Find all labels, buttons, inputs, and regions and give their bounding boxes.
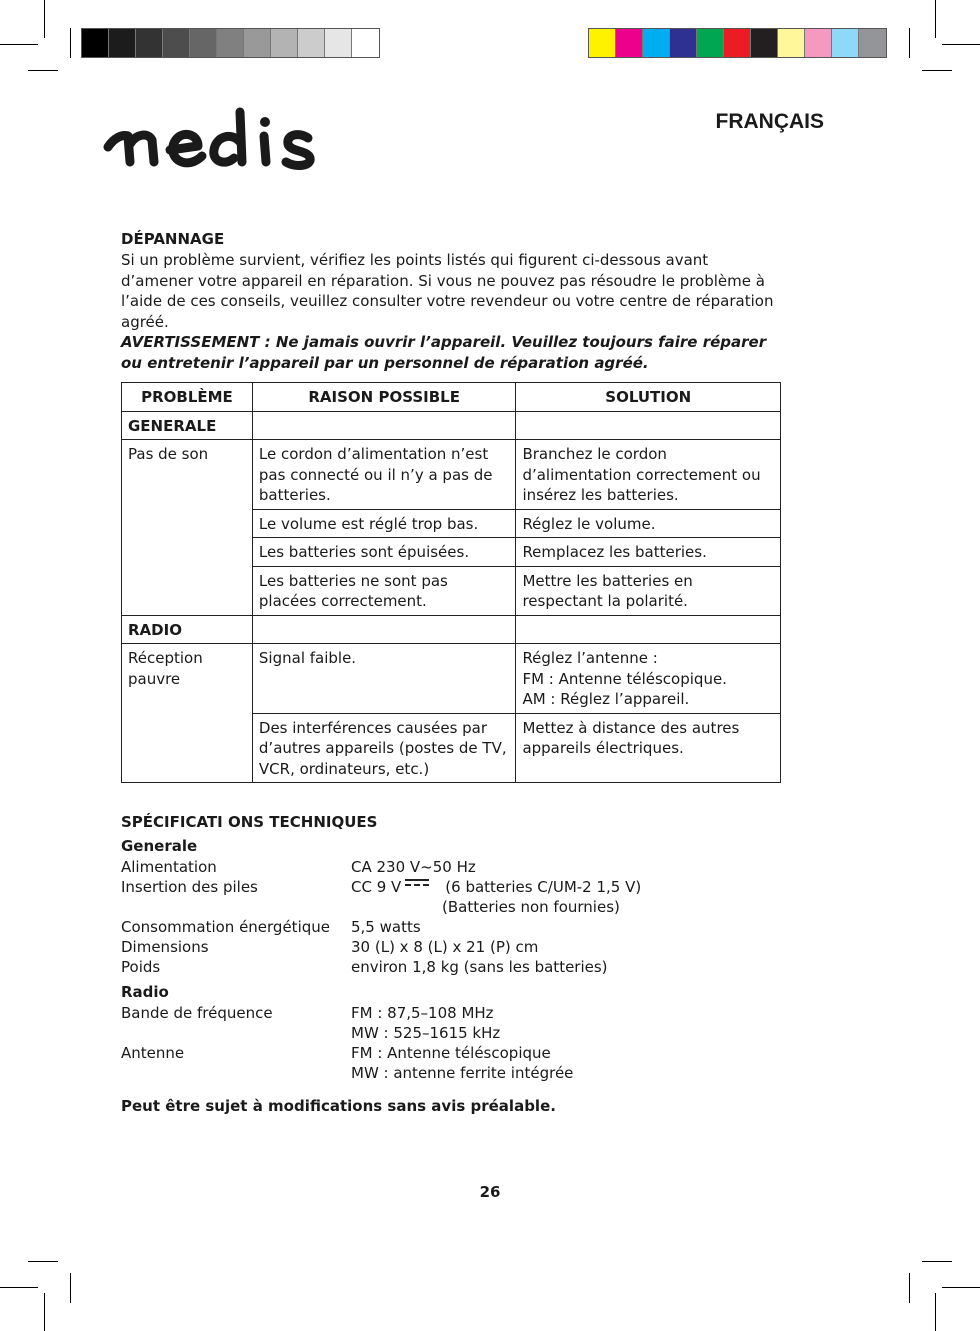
color-swatch (805, 29, 832, 57)
color-calibration-bar (588, 28, 887, 58)
warning-text: AVERTISSEMENT : Ne jamais ouvrir l’appareil. Veuillez toujours faire réparer ou entretenir l’appareil par un personnel de réparation agréé. (121, 333, 767, 372)
battery-note: (6 batteries C/UM-2 1,5 V) (445, 878, 642, 896)
table-cell (252, 411, 516, 440)
page-number: 26 (479, 1183, 501, 1201)
problem-cell: Pas de son (122, 440, 253, 616)
spec-row (121, 917, 781, 937)
crop-mark (28, 70, 58, 71)
crop-mark (922, 70, 952, 71)
spec-value: FM : 87,5–108 MHz (351, 1004, 494, 1022)
color-swatch (163, 29, 190, 57)
color-swatch (190, 29, 217, 57)
solution-line: AM : Réglez l’appareil. (522, 690, 690, 708)
crop-mark (909, 28, 910, 58)
dc-symbol-icon (405, 877, 429, 887)
specs-radio-title: Radio (121, 983, 169, 1001)
spec-row (121, 957, 781, 977)
section-label: GENERALE (122, 411, 253, 440)
spec-value: MW : antenne ferrite intégrée (351, 1064, 574, 1082)
crop-mark (935, 1293, 936, 1331)
color-swatch (832, 29, 859, 57)
color-swatch (670, 29, 697, 57)
section-row (122, 615, 781, 644)
reason-cell: Le volume est réglé trop bas. (252, 509, 516, 538)
spec-value: CC 9 V (351, 878, 402, 896)
solution-cell: Mettre les batteries en respectant la polarité. (516, 566, 781, 615)
color-swatch (589, 29, 616, 57)
reason-cell: Les batteries ne sont pas placées correctement. (252, 566, 516, 615)
grayscale-calibration-bar (81, 28, 380, 58)
specs-general (121, 857, 781, 977)
solution-cell: Mettez à distance des autres appareils électriques. (516, 713, 781, 783)
crop-mark (0, 44, 38, 45)
spec-row (121, 1043, 781, 1083)
troubleshooting-intro: Si un problème survient, vérifiez les points listés qui figurent ci-dessous avant d’amener votre appareil en réparation. Si vous ne pouvez pas résoudre le problème à l’aide de ces conseils, veuillez consulter votre revendeur ou votre centre de réparation agréé. (121, 251, 774, 331)
color-swatch (697, 29, 724, 57)
spec-value: environ 1,8 kg (sans les batteries) (351, 958, 608, 976)
crop-mark (0, 1287, 38, 1288)
spec-value: 5,5 watts (351, 918, 421, 936)
crop-mark (44, 1293, 45, 1331)
table-cell (252, 615, 516, 644)
solution-cell (516, 644, 781, 714)
spec-label: Insertion des piles (121, 878, 258, 896)
crop-mark (942, 1287, 980, 1288)
spec-label: Antenne (121, 1044, 185, 1062)
specs-title: SPÉCIFICATI ONS TECHNIQUES (121, 813, 378, 831)
spec-row (121, 1003, 781, 1043)
spec-value-group (351, 877, 781, 917)
specs-general-title: Generale (121, 837, 198, 855)
crop-mark (922, 1261, 952, 1262)
spec-row (121, 857, 781, 877)
solution-cell: Branchez le cordon d’alimentation correctement ou insérez les batteries. (516, 440, 781, 510)
crop-mark (28, 1261, 58, 1262)
spec-label: Bande de fréquence (121, 1004, 273, 1022)
solution-cell: Réglez le volume. (516, 509, 781, 538)
crop-mark (942, 44, 980, 45)
specs-radio (121, 1003, 781, 1083)
color-swatch (325, 29, 352, 57)
color-swatch (352, 29, 379, 57)
color-swatch (244, 29, 271, 57)
spec-value: CA 230 V~50 Hz (351, 858, 476, 876)
color-swatch (724, 29, 751, 57)
crop-mark (909, 1273, 910, 1303)
reason-cell: Les batteries sont épuisées. (252, 538, 516, 567)
problem-cell: Réception pauvre (122, 644, 253, 783)
spec-label: Dimensions (121, 938, 209, 956)
change-notice: Peut être sujet à modifications sans avis préalable. (121, 1097, 556, 1115)
spec-label: Alimentation (121, 858, 217, 876)
spec-value-group (351, 1043, 781, 1083)
crop-mark (935, 0, 936, 38)
troubleshooting-table (121, 382, 781, 783)
table-cell (516, 411, 781, 440)
color-swatch (136, 29, 163, 57)
solution-line: FM : Antenne téléscopique. (522, 669, 727, 688)
language-label: FRANÇAIS (715, 110, 824, 133)
color-swatch (778, 29, 805, 57)
solution-cell: Remplacez les batteries. (516, 538, 781, 567)
crop-mark (70, 1273, 71, 1303)
table-cell (516, 615, 781, 644)
spec-label: Consommation énergétique (121, 918, 330, 936)
column-header: PROBLÈME (122, 383, 253, 412)
color-swatch (616, 29, 643, 57)
spec-value: 30 (L) x 8 (L) x 21 (P) cm (351, 938, 539, 956)
reason-cell: Des interférences causées par d’autres appareils (postes de TV, VCR, ordinateurs, etc.) (252, 713, 516, 783)
reason-cell: Signal faible. (252, 644, 516, 714)
troubleshooting-title: DÉPANNAGE (121, 230, 225, 248)
color-swatch (217, 29, 244, 57)
spec-value: FM : Antenne téléscopique (351, 1044, 551, 1062)
reason-cell: Le cordon d’alimentation n’est pas connecté ou il n’y a pas de batteries. (252, 440, 516, 510)
table-row (122, 440, 781, 510)
battery-line (351, 877, 781, 897)
section-label: RADIO (122, 615, 253, 644)
color-swatch (298, 29, 325, 57)
color-swatch (751, 29, 778, 57)
color-swatch (82, 29, 109, 57)
column-header: RAISON POSSIBLE (252, 383, 516, 412)
column-header: SOLUTION (516, 383, 781, 412)
spec-label: Poids (121, 958, 161, 976)
main-content (121, 230, 781, 1115)
spec-value: MW : 525–1615 kHz (351, 1024, 501, 1042)
table-row (122, 644, 781, 714)
color-swatch (271, 29, 298, 57)
color-swatch (643, 29, 670, 57)
battery-note: (Batteries non fournies) (442, 898, 620, 916)
spec-row (121, 877, 781, 917)
color-swatch (109, 29, 136, 57)
color-swatch (859, 29, 886, 57)
crop-mark (44, 0, 45, 38)
section-row (122, 411, 781, 440)
table-header-row (122, 383, 781, 412)
solution-line: Réglez l’antenne : (522, 649, 658, 667)
spec-row (121, 937, 781, 957)
crop-mark (70, 28, 71, 58)
nedis-logo (100, 92, 372, 182)
spec-value-group (351, 1003, 781, 1043)
